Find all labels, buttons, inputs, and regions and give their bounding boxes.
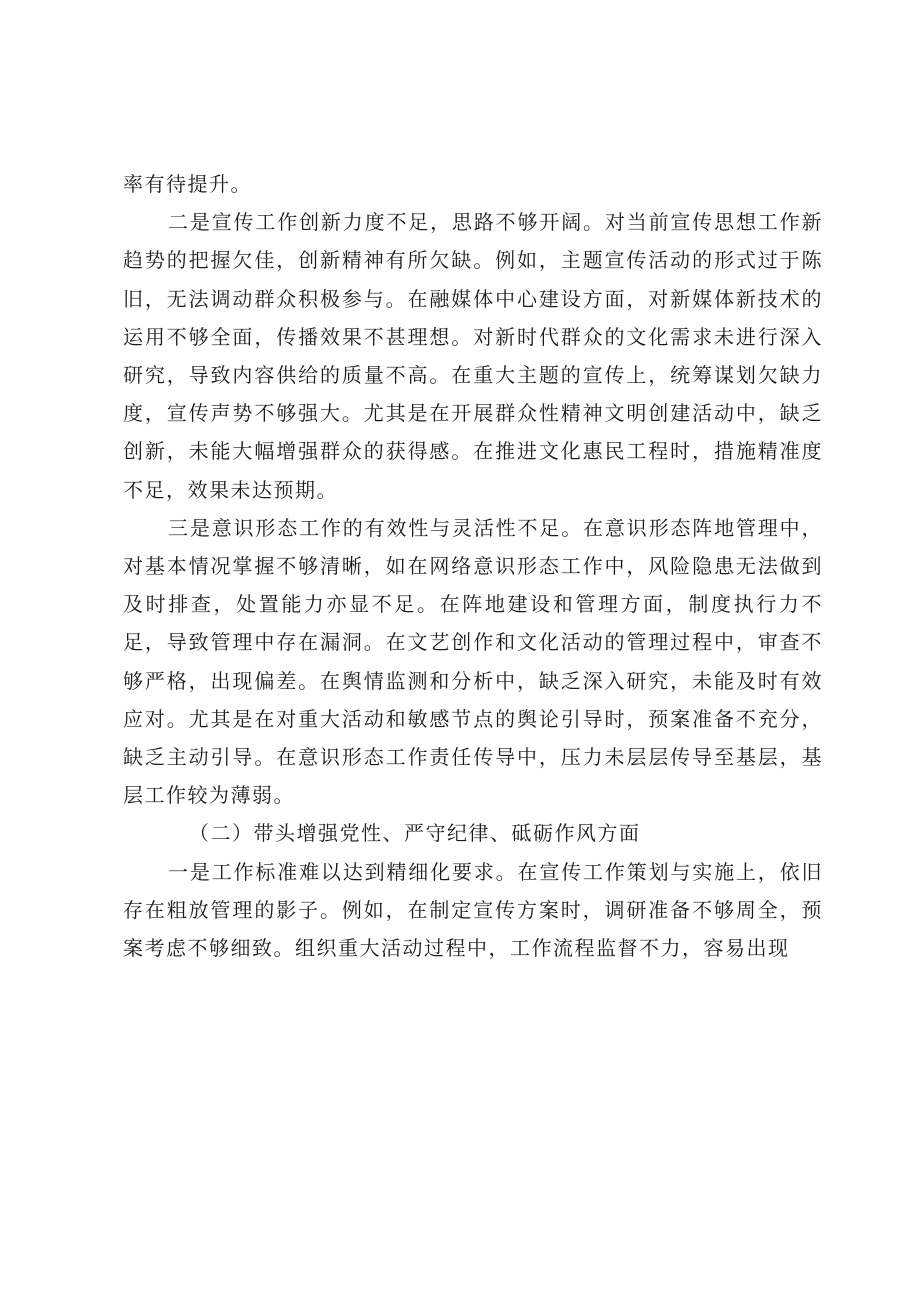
section-heading: （二）带头增强党性、严守纪律、砥砺作风方面 <box>189 821 641 846</box>
paragraph-continuation: 率有待提升。 <box>123 172 252 196</box>
paragraph-standards: 一是工作标准难以达到精细化要求。在宣传工作策划与实施上，依旧存在粗放管理的影子。例如，在制定宣传方案时，调研准备不够周全，预案考虑不够细致。组织重大活动过程中，工作流程监督不力，容易出现 <box>123 859 823 961</box>
paragraph-ideology: 三是意识形态工作的有效性与灵活性不足。在意识形态阵地管理中，对基本情况掌握不够清晰，如在网络意识形态工作中，风险隐患无法做到及时排查，处置能力亦显不足。在阵地建设和管理方面，制度执行力不足，导致管理中存在漏洞。在文艺创作和文化活动的管理过程中，审查不够严格，出现偏差。在舆情监测和分析中，缺乏深入研究，未能及时有效应对。尤其是在对重大活动和敏感节点的舆论引导时，预案准备不充分，缺乏主动引导。在意识形态工作责任传导中，压力未层层传导至基层，基层工作较为薄弱。 <box>123 515 823 808</box>
document-body <box>123 165 823 967</box>
paragraph-innovation: 二是宣传工作创新力度不足，思路不够开阔。对当前宣传思想工作新趋势的把握欠佳，创新精神有所欠缺。例如，主题宣传活动的形式过于陈旧，无法调动群众积极参与。在融媒体中心建设方面，对新媒体新技术的运用不够全面，传播效果不甚理想。对新时代群众的文化需求未进行深入研究，导致内容供给的质量不高。在重大主题的宣传上，统筹谋划欠缺力度，宣传声势不够强大。尤其是在开展群众性精神文明创建活动中，缺乏创新，未能大幅增强群众的获得感。在推进文化惠民工程时，措施精准度不足，效果未达预期。 <box>123 210 823 502</box>
